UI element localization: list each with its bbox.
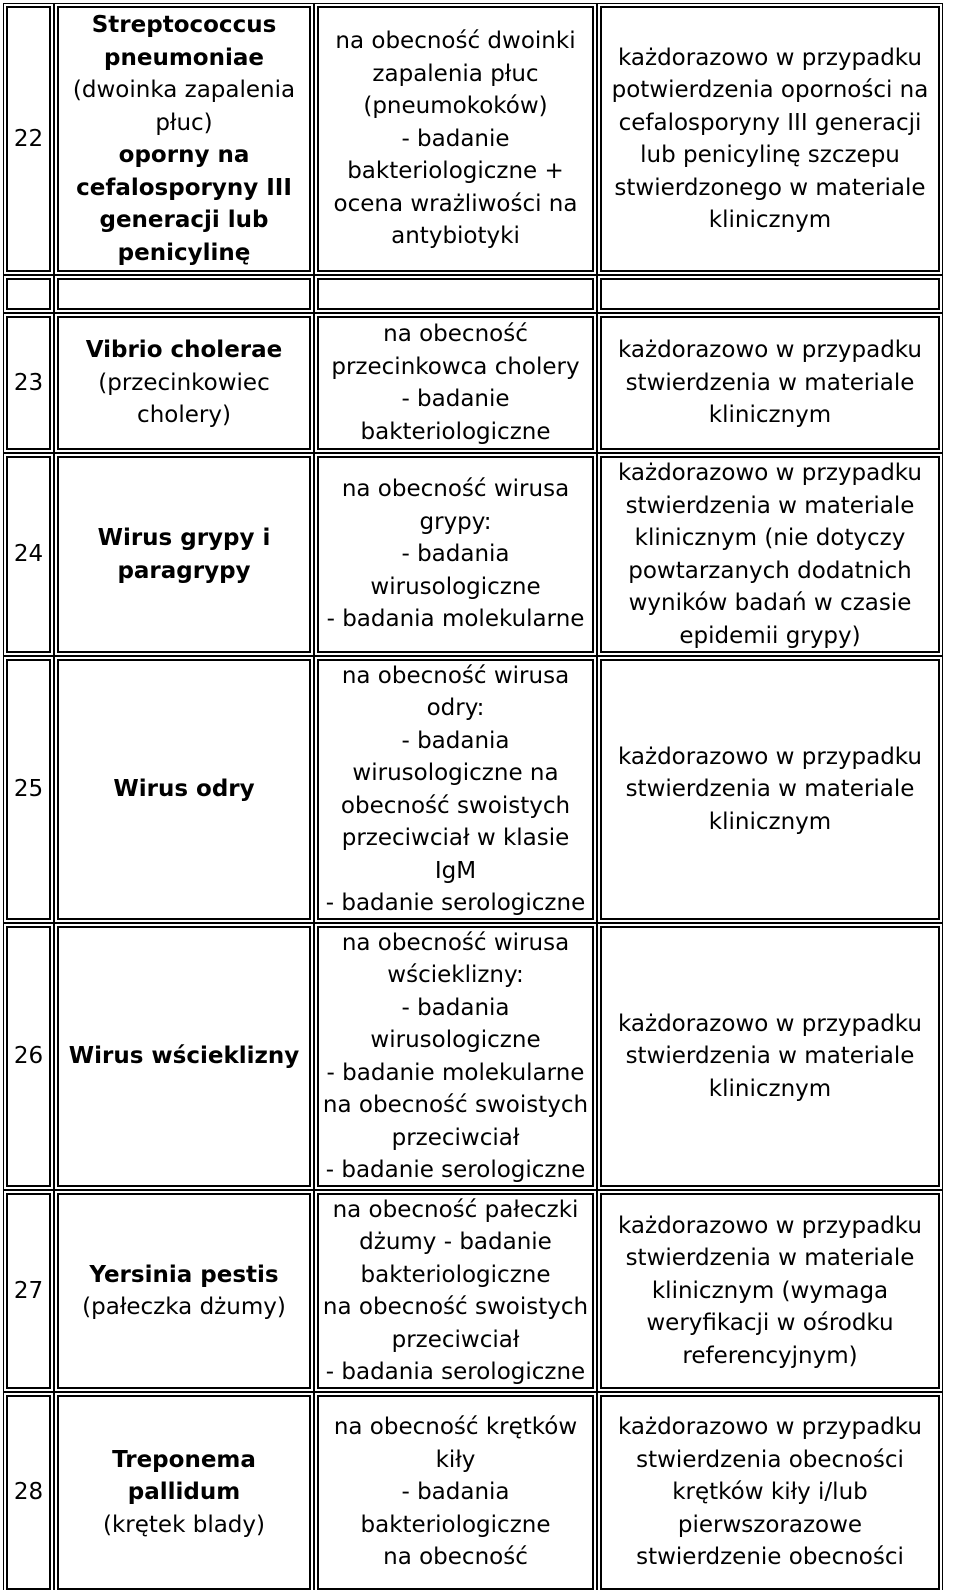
organism-cell (57, 659, 311, 920)
test-description-line: przeciwciał (391, 1326, 520, 1353)
test-description-line: - badania molekularne (326, 606, 585, 633)
row-number-cell (6, 1193, 51, 1389)
reporting-criteria-line: powtarzanych dodatnich (628, 557, 912, 584)
reporting-criteria-line: epidemii grypy) (679, 622, 861, 649)
test-description-line: grypy: (419, 508, 492, 535)
test-description-line: na obecność swoistych (322, 1294, 589, 1320)
reporting-criteria-line: klinicznym (wymaga (651, 1277, 889, 1304)
test-cell (317, 1395, 594, 1590)
test-description-line: wirusologiczne (370, 1027, 541, 1053)
organism-common-name-line: (krętek blady) (103, 1511, 265, 1538)
reporting-criteria-line: lub penicylinę szczepu (640, 142, 900, 168)
test-description-line: przecinkowca cholery (331, 353, 580, 380)
reporting-criteria-line: weryfikacji w ośrodku (646, 1310, 894, 1337)
test-description-line: bakteriologiczne (360, 418, 551, 445)
test-cell (317, 456, 594, 653)
organism-cell (57, 926, 311, 1187)
test-description-line: na obecność swoistych (322, 1092, 589, 1118)
row-number-cell (6, 6, 51, 272)
reporting-criteria-line: każdorazowo w przypadku (618, 44, 922, 71)
test-description-line: na obecność pałeczki (332, 1196, 579, 1223)
reporting-criteria-line: krętków kiły i/lub (672, 1479, 868, 1506)
organism-name-line: oporny na (118, 142, 250, 168)
row-number-cell (6, 926, 51, 1187)
test-description-line: (pneumokoków) (363, 93, 548, 120)
organism-name-line: cefalosporyny III (76, 174, 292, 201)
organism-cell (57, 1395, 311, 1590)
page-break-gap (0, 273, 960, 277)
organism-name-line: Wirus grypy i (97, 525, 271, 551)
organism-name-line: Streptococcus (91, 12, 277, 38)
test-description-line: - badania serologiczne (325, 1359, 586, 1385)
test-cell (317, 1193, 594, 1389)
test-description-line: na obecność krętków (333, 1414, 578, 1441)
row-number-cell (6, 278, 51, 310)
test-description-line: - badania (401, 727, 510, 754)
reporting-criteria-line: stwierdzenia w materiale (625, 1043, 915, 1070)
reporting-criteria-line: każdorazowo w przypadku (618, 337, 922, 364)
reporting-criteria-line: klinicznym (nie dotyczy (634, 525, 906, 551)
test-description-line: ocena wrażliwości na (333, 190, 578, 217)
test-description-line: na obecność (383, 1544, 528, 1571)
reporting-criteria-cell (600, 6, 940, 272)
reporting-criteria-line: stwierdzenia w materiale (625, 1245, 915, 1272)
row-number-cell (6, 659, 51, 920)
test-cell (317, 926, 594, 1187)
reporting-criteria-line: klinicznym (708, 1075, 832, 1102)
reporting-criteria-line: wyników badań w czasie (628, 590, 912, 616)
test-cell (317, 278, 594, 310)
test-description-line: na obecność wirusa (341, 662, 570, 689)
reporting-criteria-line: każdorazowo w przypadku (618, 1010, 922, 1037)
test-description-line: - badanie serologiczne (325, 1157, 586, 1183)
row-number: 25 (13, 776, 44, 803)
reporting-criteria-cell (600, 316, 940, 450)
organism-cell (57, 456, 311, 653)
row-number-cell (6, 316, 51, 450)
reporting-criteria-line: stwierdzenia w materiale (625, 776, 915, 803)
reporting-criteria-cell (600, 456, 940, 653)
organism-name-line: Vibrio cholerae (85, 337, 283, 364)
test-description-line: kiły (435, 1446, 476, 1473)
test-description-line: odry: (426, 695, 485, 721)
test-description-line: wirusologiczne (370, 573, 541, 600)
reporting-criteria-line: pierwszorazowe (677, 1511, 863, 1538)
test-description-line: - badania (401, 1479, 510, 1506)
organism-name-line: Wirus odry (113, 776, 255, 803)
test-description-line: na obecność wirusa (341, 476, 570, 503)
organism-common-name-line: płuc) (155, 109, 213, 136)
organism-name-line: Wirus wścieklizny (68, 1043, 300, 1070)
reporting-criteria-line: klinicznym (708, 808, 832, 835)
test-description-line: bakteriologiczne (360, 1261, 551, 1288)
test-description-line: antybiotyki (391, 223, 520, 250)
organism-name-line: Treponema (112, 1446, 256, 1473)
organism-common-name-line: (pałeczka dżumy) (82, 1294, 286, 1320)
organism-common-name-line: (dwoinka zapalenia (72, 77, 296, 103)
test-description-line: wścieklizny: (387, 962, 524, 988)
test-description-line: - badanie (401, 125, 510, 152)
reporting-criteria-cell (600, 659, 940, 920)
reporting-criteria-line: klinicznym (708, 402, 832, 429)
test-description-line: przeciwciał (391, 1124, 520, 1151)
test-description-line: zapalenia płuc (372, 60, 539, 87)
organism-name-line: paragrypy (117, 557, 251, 584)
reporting-criteria-cell (600, 1193, 940, 1389)
row-number: 23 (13, 369, 44, 396)
test-description-line: na obecność (383, 321, 528, 347)
test-description-line: na obecność dwoinki (335, 28, 576, 55)
test-cell (317, 316, 594, 450)
reporting-criteria-line: cefalosporyny III generacji (618, 109, 922, 136)
organism-cell (57, 1193, 311, 1389)
test-cell (317, 659, 594, 920)
test-description-line: - badanie serologiczne (325, 890, 586, 916)
organism-common-name-line: (przecinkowiec (98, 369, 270, 396)
test-description-line: - badania (401, 541, 510, 568)
organism-name-line: pallidum (127, 1479, 241, 1506)
reporting-criteria-line: potwierdzenia oporności na (611, 77, 929, 103)
test-description-line: IgM (434, 857, 477, 884)
organism-name-line: Yersinia pestis (89, 1261, 279, 1288)
test-description-line: wirusologiczne na (352, 760, 559, 786)
organism-name-line: generacji lub (99, 207, 269, 233)
test-description-line: - badanie molekularne (326, 1059, 585, 1086)
reporting-criteria-cell (600, 278, 940, 310)
row-number-cell (6, 1395, 51, 1590)
organism-name-line: pneumoniae (104, 44, 264, 71)
reporting-criteria-line: stwierdzenia w materiale (625, 492, 915, 519)
reporting-criteria-line: stwierdzonego w materiale (614, 174, 926, 201)
organism-name-line: penicylinę (117, 239, 251, 266)
reporting-criteria-line: stwierdzenia w materiale (625, 369, 915, 396)
test-description-line: bakteriologiczne + (347, 158, 564, 185)
row-number: 27 (13, 1277, 44, 1304)
reporting-criteria-line: klinicznym (708, 207, 832, 233)
organism-common-name-line: cholery) (137, 402, 231, 429)
test-description-line: - badania (401, 994, 510, 1021)
organism-cell (57, 6, 311, 272)
reporting-criteria-line: stwierdzenie obecności (636, 1544, 904, 1571)
test-description-line: - badanie (401, 386, 510, 412)
reporting-criteria-cell (600, 926, 940, 1187)
reporting-criteria-line: każdorazowo w przypadku (618, 1414, 922, 1441)
test-description-line: bakteriologiczne (360, 1511, 551, 1538)
test-cell (317, 6, 594, 272)
organism-cell (57, 278, 311, 310)
row-number: 24 (13, 541, 44, 568)
reporting-criteria-line: referencyjnym) (682, 1342, 858, 1369)
row-number: 26 (13, 1043, 44, 1070)
reporting-criteria-line: stwierdzenia obecności (636, 1446, 904, 1473)
reporting-criteria-line: każdorazowo w przypadku (618, 1212, 922, 1239)
organism-cell (57, 316, 311, 450)
reporting-criteria-cell (600, 1395, 940, 1590)
test-description-line: na obecność wirusa (341, 929, 570, 956)
test-description-line: przeciwciał w klasie (341, 825, 570, 851)
test-description-line: obecność swoistych (340, 792, 571, 819)
reporting-criteria-line: każdorazowo w przypadku (618, 743, 922, 770)
row-number: 22 (13, 125, 44, 152)
row-number: 28 (13, 1479, 44, 1506)
reporting-criteria-line: każdorazowo w przypadku (618, 460, 922, 486)
row-number-cell (6, 456, 51, 653)
test-description-line: dżumy - badanie (359, 1229, 552, 1255)
